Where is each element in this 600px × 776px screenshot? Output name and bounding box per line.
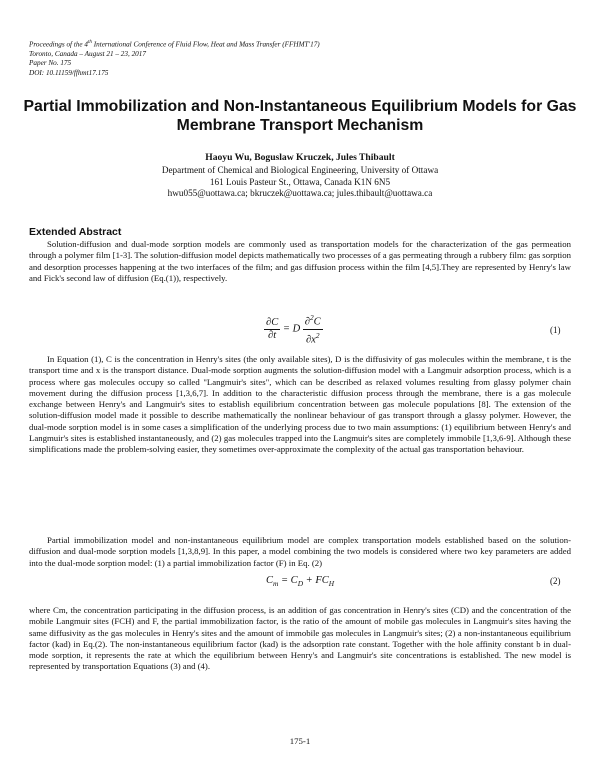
header-line-4: DOI: 10.11159/ffhmt17.175 [29, 68, 109, 77]
equation-2: $C_m = C_D + FC_H$ [266, 575, 335, 589]
proceedings-header [29, 38, 320, 78]
paragraph-3: Partial immobilization model and non-instantaneous equilibrium model are complex transportation models established based on the solution-diffusion and dual-mode sorption models [1,3,8,9]. In this paper, a model combining the two models is considered where two key parameters are added into the dual-mode sorption model: (1) a partial immobilization factor (F) in Eq. (2) [29, 535, 571, 568]
authors: Haoyu Wu, Boguslaw Kruczek, Jules Thibault [205, 152, 395, 163]
address: 161 Louis Pasteur St., Ottawa, Canada K1N 6N5 [209, 176, 391, 187]
emails: hwu055@uottawa.ca; bkruczek@uottawa.ca; jules.thibault@uottawa.ca [167, 188, 433, 199]
header-line-3: Paper No. 175 [29, 59, 72, 68]
paragraph-4: where Cm, the concentration participating in the diffusion process, is an addition of gas concentration in Henry's sites (CD) and the concentration of the mobile Langmuir sites (FCH) and F, the partial immobilization factor, is the ratio of the amount of mobile gas molecules in Langmuir's sites having the same diffusivity as the gas molecules in Henry's sites and the amount of immobile gas molecules in Langmuir's sites; (2) a non-instantaneous equilibrium factor (kad) in Eq.(2). The non-instantaneous equilibrium factor (kad) is the adsorption rate constant. Together with the hole affinity constant b in dual-mode sorption, it represents the rate at which the equilibrium between Henry's and Langmuir's site concentrations is established. The new model is represented by transportation Equations (3) and (4). [29, 605, 571, 672]
page-number: 175-1 [289, 736, 311, 746]
department: Department of Chemical and Biological Engineering, University of Ottawa [161, 165, 439, 175]
affiliation [20, 165, 580, 200]
header-line-1: Proceedings of the 4th International Conference of Fluid Flow, Heat and Mass Transfer (FFHMT'17) [29, 40, 320, 49]
header-line-2: Toronto, Canada – August 21 – 23, 2017 [29, 49, 146, 58]
equation-1-number: (1) [550, 325, 561, 335]
equation-2-number: (2) [550, 576, 561, 586]
paper-title: Partial Immobilization and Non-Instantaneous Equilibrium Models for Gas Membrane Transport Mechanism [23, 98, 577, 134]
section-title: Extended Abstract [29, 226, 122, 238]
paragraph-1: Solution-diffusion and dual-mode sorption models are commonly used as transportation models for the characterization of the gas permeation through a polymer film [1-3]. The solution-diffusion model depicts mathematically two processes of a gas permeating through a rubbery film: gas sorption and desorption processes happening at the two interfaces of the film; and gas diffusion process within the film [4,5].They are represented by Henry's law and Fick's second law of diffusion (Eq.(1)), respectively. [29, 239, 571, 283]
paragraph-2: In Equation (1), C is the concentration in Henry's sites (the only available sites), D is the diffusivity of gas molecules within the membrane, t is the transport time and x is the transport distance. Dual-mode sorption augments the solution-diffusion model with a Langmuir adsorption process, which is a process where gas molecules occupy so called "Langmuir's sites", which can be described as relaxed volumes resulting from glassy polymer chain movement during the diffusion process [1,3,6,7]. In addition to the characteristic diffusion process through the membrane, there is a gas molecule exchange between Henry's and Langmuir's sites to establish equilibrium concentration between gas molecule populations [8]. The extension of the solution-diffusion model made it possible to describe mathematically the nonlinear behaviour of gas transport through a glassy polymer. However, the dual-mode sorption model is in some cases a simplification of the underlying process due to two main assumptions: (1) equilibrium between Henry's and Langmuir's sites is established instantaneously, and (2) gas molecules trapped into the Langmuir's sites are completely immobile [1,3,6-9]. Although these simplifications made the problem-solving easier, they sometimes over-approximate the complexity of the actual gas transportation behaviour. [29, 354, 571, 454]
equation-1: $\frac{\partial C}{\partial t}$ = D $\frac{\partial^2C}{\partial x^2}$ [266, 313, 321, 345]
